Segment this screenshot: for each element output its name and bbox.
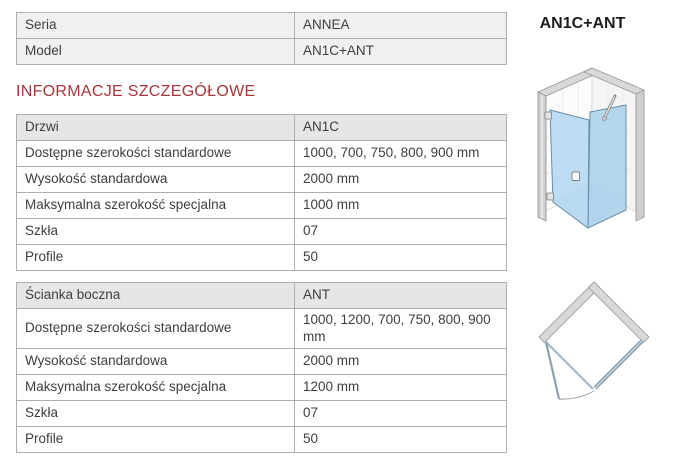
door-knob-icon bbox=[572, 172, 580, 181]
spec-value: 1000, 700, 750, 800, 900 mm bbox=[295, 141, 507, 167]
table-row bbox=[17, 219, 507, 245]
table-row bbox=[17, 167, 507, 193]
side-panel-glass bbox=[588, 105, 626, 228]
spec-label: Szkła bbox=[17, 401, 295, 427]
spec-label: Maksymalna szerokość specjalna bbox=[17, 375, 295, 401]
spec-value: 1200 mm bbox=[295, 375, 507, 401]
spec-label: Profile bbox=[17, 245, 295, 271]
plan-side-panel-highlight bbox=[595, 341, 642, 388]
table-row bbox=[17, 309, 507, 349]
spec-label: Model bbox=[17, 39, 295, 65]
spec-label: Profile bbox=[17, 427, 295, 453]
spec-value: 2000 mm bbox=[295, 167, 507, 193]
diagram-model-label: AN1C+ANT bbox=[539, 15, 626, 32]
spec-value: 2000 mm bbox=[295, 349, 507, 375]
spec-value: AN1C+ANT bbox=[295, 39, 507, 65]
table-row bbox=[17, 193, 507, 219]
door-swing-plan-icon bbox=[528, 272, 668, 412]
spec-label: Maksymalna szerokość specjalna bbox=[17, 193, 295, 219]
table-row bbox=[17, 375, 507, 401]
spec-label: Wysokość standardowa bbox=[17, 349, 295, 375]
door-spec-table bbox=[16, 114, 507, 271]
plan-wall-shapes bbox=[539, 282, 649, 343]
spec-label: Seria bbox=[17, 13, 295, 39]
spec-value: 50 bbox=[295, 245, 507, 271]
table-row bbox=[17, 141, 507, 167]
section-heading: INFORMACJE SZCZEGÓŁOWE bbox=[16, 83, 256, 100]
spec-value: ANNEA bbox=[295, 13, 507, 39]
shower-enclosure-3d-icon bbox=[516, 62, 682, 247]
spec-value: 1000, 1200, 700, 750, 800, 900 mm bbox=[295, 309, 507, 349]
plan-door-open-line bbox=[546, 342, 559, 399]
table-row bbox=[17, 13, 507, 39]
spec-value: 07 bbox=[295, 219, 507, 245]
side-panel-spec-table bbox=[16, 282, 507, 453]
plan-door-closed-line bbox=[546, 342, 593, 389]
table-header-row bbox=[17, 115, 507, 141]
spec-label: Ścianka boczna bbox=[17, 283, 295, 309]
spec-label: Drzwi bbox=[17, 115, 295, 141]
spec-value: AN1C bbox=[295, 115, 507, 141]
table-row bbox=[17, 401, 507, 427]
spec-label: Dostępne szerokości standardowe bbox=[17, 141, 295, 167]
door-glass bbox=[550, 110, 589, 228]
summary-table bbox=[16, 12, 507, 65]
plan-door-swing-arc bbox=[559, 391, 594, 399]
spec-label: Wysokość standardowa bbox=[17, 167, 295, 193]
spec-value: 50 bbox=[295, 427, 507, 453]
spec-value: 1000 mm bbox=[295, 193, 507, 219]
spec-label: Dostępne szerokości standardowe bbox=[17, 309, 295, 349]
table-row bbox=[17, 349, 507, 375]
table-row bbox=[17, 39, 507, 65]
spec-value: ANT bbox=[295, 283, 507, 309]
spec-label: Szkła bbox=[17, 219, 295, 245]
table-row bbox=[17, 427, 507, 453]
table-header-row bbox=[17, 283, 507, 309]
spec-value: 07 bbox=[295, 401, 507, 427]
table-row bbox=[17, 245, 507, 271]
